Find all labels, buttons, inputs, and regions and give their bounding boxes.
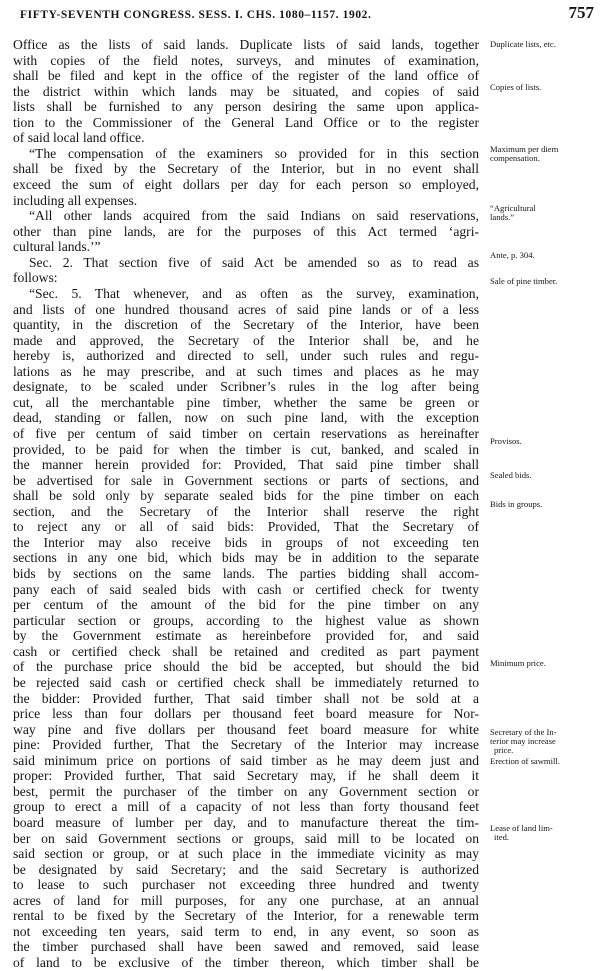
margin-note: price.: [494, 746, 514, 755]
body-line: be designated by said Secretary; and the said Secretary is authorized: [13, 861, 479, 877]
body-line: with copies of the field notes, surveys, and minutes of examination,: [13, 52, 479, 68]
margin-note: Erection of sawmill.: [490, 757, 560, 766]
body-line: and lists of one hundred thousand acres of said pine lands or of a less: [13, 301, 479, 317]
margin-note: Maximum per diem: [490, 145, 559, 154]
body-line: “The compensation of the examiners so provided for in this section: [29, 145, 479, 161]
margin-note: Sale of pine timber.: [490, 277, 558, 286]
body-line: the bidder: Provided further, That said timber shall not be sold at a: [13, 690, 479, 706]
body-line: the timber purchased shall have been sawed and removed, said lease: [13, 939, 479, 955]
margin-note: terior may increase: [490, 737, 556, 746]
margin-note: Lease of land lim-: [490, 824, 553, 833]
body-line: said section or group, or at such place in the immediate vicinity as may: [13, 846, 479, 862]
body-line: rental to be fixed by the Secretary of the Interior, for a renewable term: [13, 908, 479, 924]
margin-note: Minimum price.: [490, 659, 546, 668]
body-line: the manner herein provided for: Provided, That said pine timber shall: [13, 457, 479, 473]
body-line: the district within which lands may be situated, and copies of said: [13, 83, 479, 99]
body-line: pine: Provided further, That the Secretary of the Interior may increase: [13, 737, 479, 753]
body-line: of said local land office.: [13, 130, 145, 146]
margin-note: ited.: [494, 833, 510, 842]
running-head: FIFTY-SEVENTH CONGRESS. SESS. I. CHS. 1080–1157. 1902.: [20, 9, 372, 21]
body-line: per centum of the amount of the bid for the pine timber on any: [13, 597, 479, 613]
body-line: by the Government estimate as hereinbefore provided for, and said: [13, 628, 479, 644]
margin-note: compensation.: [490, 154, 540, 163]
margin-note: “Agricultural: [490, 204, 536, 213]
body-line: be rejected said cash or certified check shall be immediately returned to: [13, 674, 479, 690]
body-line: particular section or groups, according to the highest value as shown: [13, 612, 479, 628]
body-line: group to erect a mill of a capacity of not less than forty thousand feet: [13, 799, 479, 815]
body-line: acres of land for mill purposes, for any one purchase, at an annual: [13, 892, 479, 908]
margin-note: Ante, p. 304.: [490, 251, 535, 260]
body-line: dead, standing or fallen, now on such pine land, with the exception: [13, 410, 479, 426]
body-line: made and approved, the Secretary of the Interior shall be, and he: [13, 332, 479, 348]
body-line: follows:: [13, 270, 58, 286]
body-line: shall be sold only by separate sealed bids for the pine timber on each: [13, 488, 479, 504]
body-line: not exceeding ten years, said term to end, in any event, so soon as: [13, 923, 479, 939]
body-line: of five per centum of said timber on certain reservations as hereinafter: [13, 426, 479, 441]
margin-note: Duplicate lists, etc.: [490, 40, 556, 49]
body-line: tion to the Commissioner of the General Land Office or to the register: [13, 114, 479, 130]
body-line: quantity, in the discretion of the Secretary of the Interior, have been: [13, 317, 479, 333]
body-line: sections in any one bid, which bids may be in addition to the separate: [13, 550, 479, 566]
body-line: “All other lands acquired from the said Indians on said reservations,: [29, 208, 479, 224]
body-line: shall be filed and kept in the office of the register of the land office of: [13, 68, 479, 84]
body-line: Sec. 2. That section five of said Act be amended so as to read as: [29, 254, 479, 270]
body-line: designate, to be scaled under Scribner’s rules in the log after being: [13, 379, 479, 395]
body-line: price less than four dollars per thousand feet board measure for Nor-: [13, 706, 479, 722]
body-line: board measure of lumber per day, and to manufacture thereat the tim-: [13, 815, 479, 830]
body-line: provided, to be paid for when the timber is cut, banked, and scaled in: [13, 441, 479, 457]
body-line: cultural lands.’”: [13, 239, 101, 255]
body-line: Office as the lists of said lands. Duplicate lists of said lands, together: [13, 37, 479, 52]
body-line: section, and the Secretary of the Interior shall reserve the right: [13, 503, 479, 519]
body-line: other than pine lands, are for the purposes of this Act termed ‘agri-: [13, 223, 479, 239]
body-line: pany each of said sealed bids with cash or certified check for twenty: [13, 581, 479, 597]
body-line: said minimum price on portions of said timber as he may deem just and: [13, 752, 479, 768]
margin-note: Secretary of the In-: [490, 728, 557, 737]
margin-note: lands.”: [490, 213, 515, 222]
body-line: of the purchase price should the bid be accepted, but should the bid: [13, 659, 479, 675]
body-line: including all expenses.: [13, 192, 138, 208]
body-line: hereby is, authorized and directed to sell, under such rules and regu-: [13, 348, 479, 364]
body-line: lations as he may prescribe, and at such times and places as he may: [13, 363, 479, 379]
body-line: to lease to such purchaser not exceeding three hundred and twenty: [13, 877, 479, 893]
body-line: way pine and five dollars per thousand feet board measure for white: [13, 721, 479, 737]
body-line: to reject any or all of said bids: Provided, That the Secretary of: [13, 519, 479, 535]
body-line: be advertised for sale in Government sections or parts of sections, and: [13, 472, 479, 488]
body-line: cash or certified check shall be retained and credited as part payment: [13, 643, 479, 659]
body-line: exceed the sum of eight dollars per day for each person so employed,: [13, 177, 479, 193]
body-line: best, permit the purchaser of the timber on any Government section or: [13, 783, 479, 799]
margin-note: Copies of lists.: [490, 83, 542, 92]
body-line: shall be fixed by the Secretary of the Interior, but in no event shall: [13, 161, 479, 177]
body-line: bids by sections on the same lands. The parties bidding shall accom-: [13, 566, 479, 582]
margin-note: Provisos.: [490, 437, 522, 446]
page-number: 757: [568, 3, 594, 22]
margin-note: Bids in groups.: [490, 500, 543, 509]
body-line: “Sec. 5. That whenever, and as often as the survey, examination,: [29, 285, 479, 301]
body-line: cut, all the merchantable pine timber, whether the same be green or: [13, 394, 479, 410]
body-line: proper: Provided further, That said Secretary may, if he shall deem it: [13, 768, 479, 784]
margin-note: Sealed bids.: [490, 471, 532, 480]
body-line: lists shall be furnished to any person desiring the same upon applica-: [13, 99, 479, 115]
body-line: the Interior may also receive bids in groups of not exceeding ten: [13, 534, 479, 550]
body-line: of land to be exclusive of the timber thereon, which timber shall be: [13, 955, 479, 971]
body-line: ber on said Government sections or groups, said mill to be located on: [13, 830, 479, 846]
